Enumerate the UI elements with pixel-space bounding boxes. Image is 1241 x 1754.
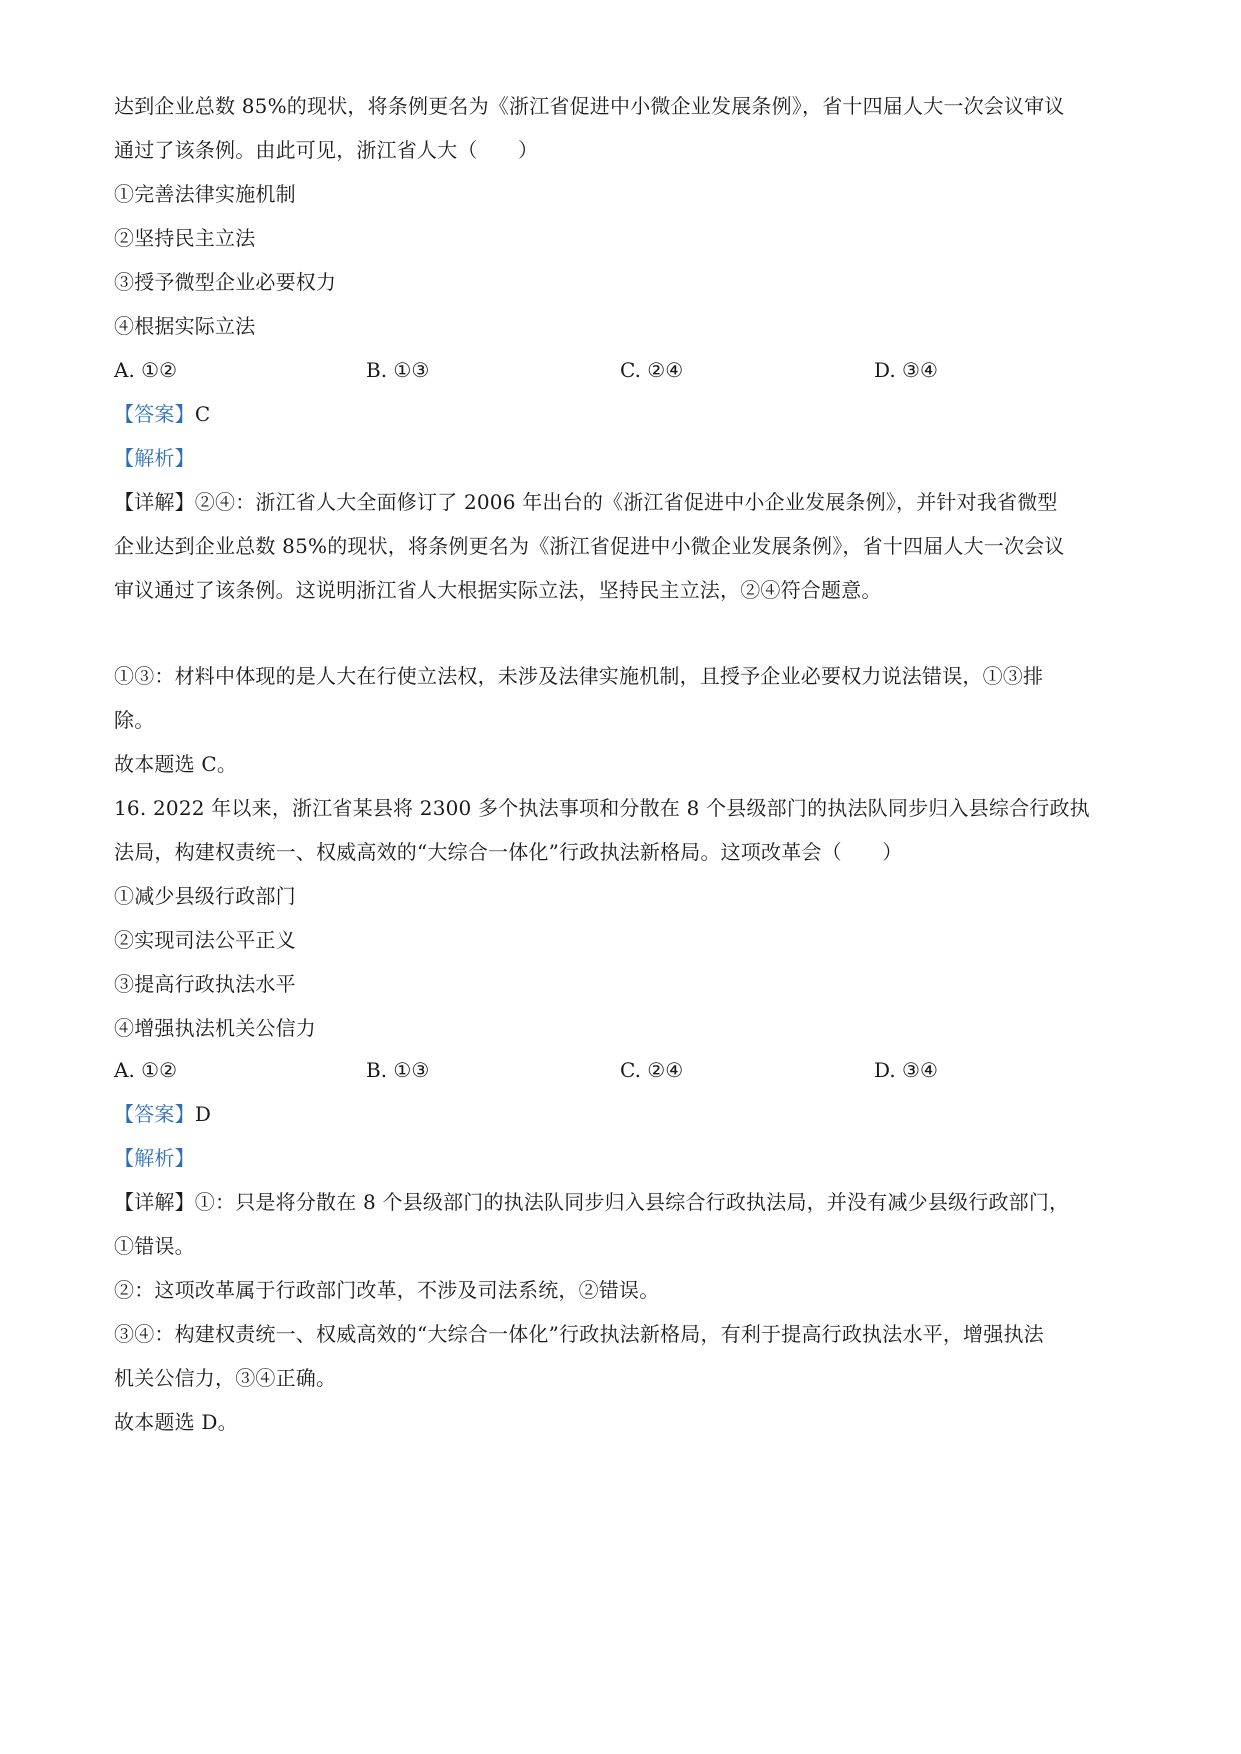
q15-detail-line4: ①③：材料中体现的是人大在行使立法权，未涉及法律实施机制，且授予企业必要权力说法错误，①③排	[114, 664, 1044, 688]
q15-conclusion: 故本题选 C。	[114, 752, 238, 776]
q15-option-a: A. ①②	[114, 358, 178, 382]
q15-option-c: C. ②④	[620, 358, 684, 382]
q16-conclusion: 故本题选 D。	[114, 1410, 238, 1434]
q16-answer-value: D	[194, 1102, 212, 1126]
q16-analysis-tag: 【解析】	[114, 1146, 195, 1170]
q16-answer-tag: 【答案】	[114, 1102, 195, 1126]
q15-item-4: ④根据实际立法	[114, 314, 256, 338]
q15-option-d: D. ③④	[874, 358, 938, 382]
q15-option-b: B. ①③	[366, 358, 430, 382]
q15-analysis-tag: 【解析】	[114, 446, 195, 470]
q16-option-d: D. ③④	[874, 1058, 938, 1082]
q16-detail-line5: 机关公信力，③④正确。	[114, 1366, 337, 1390]
q15-answer-value: C	[194, 402, 211, 426]
q15-answer-line	[114, 400, 210, 428]
q16-stem-line2: 法局，构建权责统一、权威高效的“大综合一体化”行政执法新格局。这项改革会（ ）	[114, 840, 903, 864]
q16-item-1: ①减少县级行政部门	[114, 884, 296, 908]
q15-detail-line1: 【详解】②④：浙江省人大全面修订了 2006 年出台的《浙江省促进中小企业发展条例》，并针对我省微型	[114, 490, 1058, 514]
q15-detail-line2: 企业达到企业总数 85%的现状，将条例更名为《浙江省促进中小微企业发展条例》，省十四届人大一次会议	[114, 534, 1065, 558]
q16-detail-line3: ②：这项改革属于行政部门改革，不涉及司法系统，②错误。	[114, 1278, 660, 1302]
q16-option-b: B. ①③	[366, 1058, 430, 1082]
q15-detail-line3: 审议通过了该条例。这说明浙江省人大根据实际立法，坚持民主立法，②④符合题意。	[114, 578, 882, 602]
q16-option-a: A. ①②	[114, 1058, 178, 1082]
q15-item-3: ③授予微型企业必要权力	[114, 270, 337, 294]
q16-stem-line1: 16. 2022 年以来，浙江省某县将 2300 多个执法事项和分散在 8 个县级部门的执法队同步归入县综合行政执	[114, 796, 1090, 820]
q15-stem-line1: 达到企业总数 85%的现状，将条例更名为《浙江省促进中小微企业发展条例》，省十四届人大一次会议审议	[114, 94, 1065, 118]
q15-answer-tag: 【答案】	[114, 402, 195, 426]
q15-stem-line2: 通过了该条例。由此可见，浙江省人大（ ）	[114, 138, 539, 162]
q16-detail-line2: ①错误。	[114, 1234, 195, 1258]
q16-detail-line1: 【详解】①：只是将分散在 8 个县级部门的执法队同步归入县综合行政执法局，并没有减少县级行政部门，	[114, 1190, 1070, 1214]
q15-detail-line5: 除。	[114, 708, 155, 732]
q16-detail-line4: ③④：构建权责统一、权威高效的“大综合一体化”行政执法新格局，有利于提高行政执法水平，增强执法	[114, 1322, 1044, 1346]
q16-item-2: ②实现司法公平正义	[114, 928, 296, 952]
q15-item-1: ①完善法律实施机制	[114, 182, 296, 206]
q16-item-3: ③提高行政执法水平	[114, 972, 296, 996]
q16-item-4: ④增强执法机关公信力	[114, 1016, 316, 1040]
q15-item-2: ②坚持民主立法	[114, 226, 256, 250]
q16-option-c: C. ②④	[620, 1058, 684, 1082]
q16-answer-line	[114, 1100, 211, 1128]
